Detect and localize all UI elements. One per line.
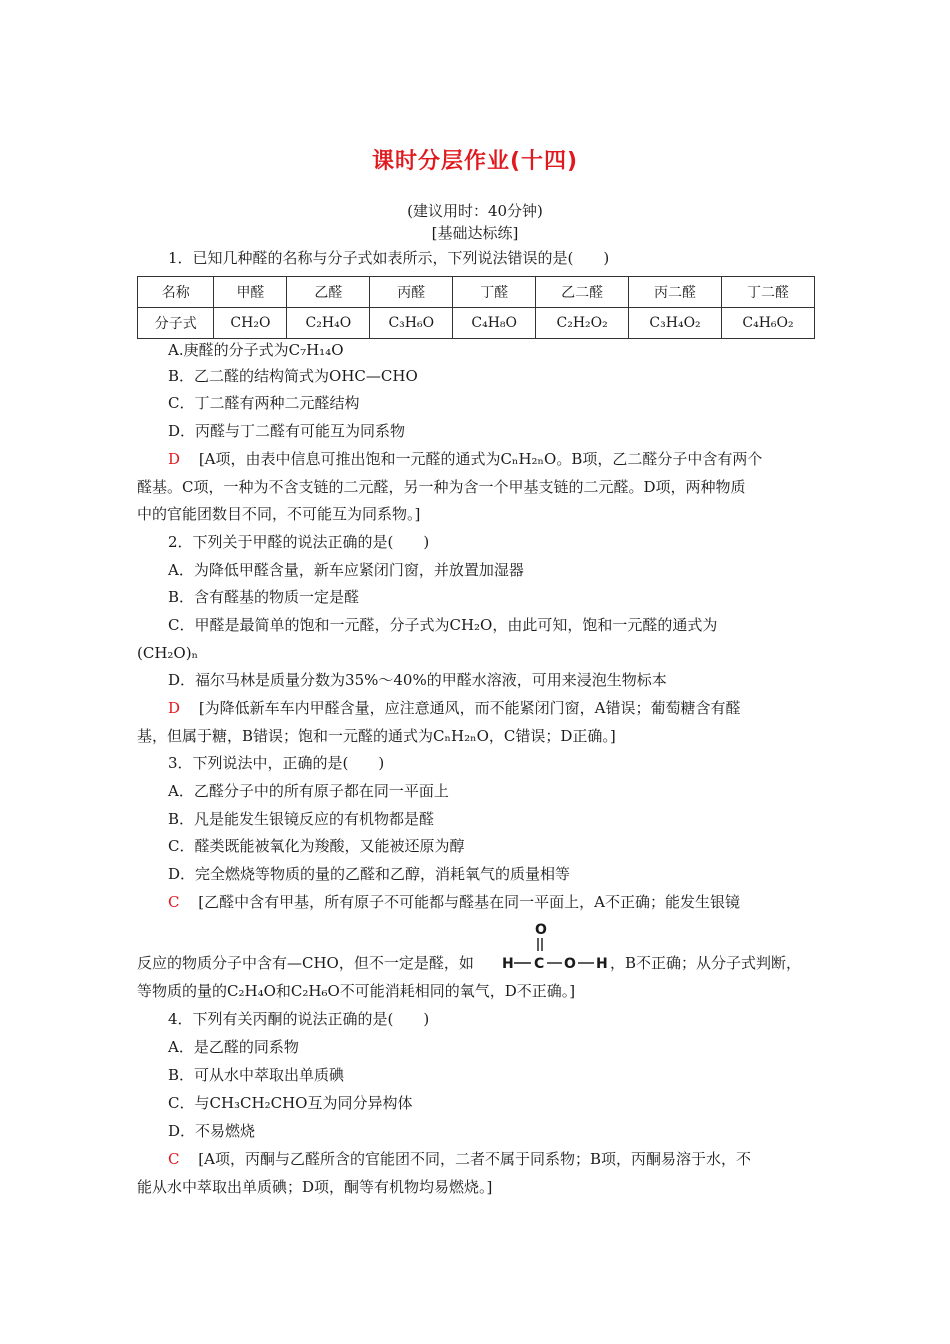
table-cell: 乙二醛 [536,277,629,308]
page-title: 课时分层作业(十四) [371,149,579,174]
q1-explanation-line2: 醛基。C项，一种为不含支链的二元醛，另一种为含一个甲基支链的二元醛。D项，两种物质 [137,478,746,496]
q4-option-d: D．不易燃烧 [168,1122,256,1140]
q4-answer: C [168,1150,180,1168]
q2-exp1: [为降低新车车内甲醛含量，应注意通风，而不能紧闭门窗，A错误；葡萄糖含有醛 [198,699,741,717]
q3-option-a: A．乙醛分子中的所有原子都在同一平面上 [168,782,449,800]
q4-option-b: B．可从水中萃取出单质碘 [168,1066,345,1084]
q3-option-d: D．完全燃烧等物质的量的乙醛和乙醇，消耗氧气的质量相等 [168,865,571,883]
q3-explanation-line2b: ，B不正确；从分子式判断， [610,954,802,972]
table-cell: C₄H₈O [453,308,536,339]
q2-option-c-line2: (CH₂O)ₙ [137,644,199,662]
q2-explanation-line1 [168,698,741,718]
q1-option-d: D．丙醛与丁二醛有可能互为同系物 [168,422,406,440]
q1-stem: 1．已知几种醛的名称与分子式如表所示，下列说法错误的是( ) [168,249,610,267]
q4-stem: 4．下列有关丙酮的说法正确的是( ) [168,1010,430,1028]
q3-explanation-line1 [168,892,740,912]
table-cell: C₂H₂O₂ [536,308,629,339]
aldehyde-table [137,276,815,339]
q3-option-c: C．醛类既能被氧化为羧酸，又能被还原为醇 [168,837,465,855]
table-cell: 乙醛 [287,277,370,308]
table-cell: C₃H₄O₂ [629,308,722,339]
table-cell: 分子式 [138,308,214,339]
q4-explanation-line2: 能从水中萃取出单质碘；D项，酮等有机物均易燃烧。] [137,1178,493,1196]
table-cell: 丙醛 [370,277,453,308]
formula-o-top: O [535,922,547,938]
q3-stem: 3．下列说法中，正确的是( ) [168,754,385,772]
formula-h-right: H [596,956,608,972]
q3-exp1: [乙醛中含有甲基，所有原子不可能都与醛基在同一平面上，A不正确；能发生银镜 [198,893,740,911]
table-cell: 名称 [138,277,214,308]
table-cell: C₃H₆O [370,308,453,339]
q2-answer: D [168,699,181,717]
q3-explanation-line3: 等物质的量的C₂H₄O和C₂H₆O不可能消耗相同的氧气，D不正确。] [137,982,576,1000]
table-cell: 甲醛 [214,277,287,308]
table-cell: 丁醛 [453,277,536,308]
q4-explanation-line1 [168,1149,751,1169]
q1-explanation-line3: 中的官能团数目不同，不可能互为同系物。] [137,505,421,523]
q4-exp1: [A项，丙酮与乙醛所含的官能团不同，二者不属于同系物；B项，丙酮易溶于水，不 [198,1150,751,1168]
table-cell: 丁二醛 [722,277,815,308]
table-cell: 丙二醛 [629,277,722,308]
section-label: [基础达标练] [431,224,519,242]
q4-option-a: A．是乙醛的同系物 [168,1038,299,1056]
q1-exp1: [A项，由表中信息可推出饱和一元醛的通式为CₙH₂ₙO。B项，乙二醛分子中含有两个 [198,450,763,468]
q4-option-c: C．与CH₃CH₂CHO互为同分异构体 [168,1094,413,1112]
q1-option-c: C．丁二醛有两种二元醛结构 [168,394,360,412]
q1-option-a: A.庚醛的分子式为C₇H₁₄O [168,341,344,359]
q2-stem: 2．下列关于甲醛的说法正确的是( ) [168,533,430,551]
table-cell: C₂H₄O [287,308,370,339]
table-cell: C₄H₆O₂ [722,308,815,339]
formula-c: C [534,956,545,972]
q2-option-d: D．福尔马林是质量分数为35%～40%的甲醛水溶液，可用来浸泡生物标本 [168,671,667,689]
formula-h-left: H [502,956,514,972]
q3-explanation-line2a: 反应的物质分子中含有—CHO，但不一定是醛，如 [137,954,474,972]
q2-option-c-line1: C．甲醛是最简单的饱和一元醛，分子式为CH₂O，由此可知，饱和一元醛的通式为 [168,616,718,634]
q1-option-b: B．乙二醛的结构简式为OHC—CHO [168,367,418,385]
time-note: (建议用时：40分钟) [407,202,543,220]
q1-answer: D [168,450,181,468]
q1-explanation-line1 [168,449,762,469]
q3-option-b: B．凡是能发生银镜反应的有机物都是醛 [168,810,435,828]
table-row [138,277,815,308]
q2-explanation-line2: 基，但属于糖，B错误；饱和一元醛的通式为CₙH₂ₙO，C错误；D正确。] [137,727,616,745]
formic-acid-structure [502,918,610,978]
table-row [138,308,815,339]
table-cell: CH₂O [214,308,287,339]
formula-o-right: O [564,956,576,972]
q3-answer: C [168,893,180,911]
q2-option-a: A．为降低甲醛含量，新车应紧闭门窗，并放置加湿器 [168,561,524,579]
q2-option-b: B．含有醛基的物质一定是醛 [168,588,360,606]
